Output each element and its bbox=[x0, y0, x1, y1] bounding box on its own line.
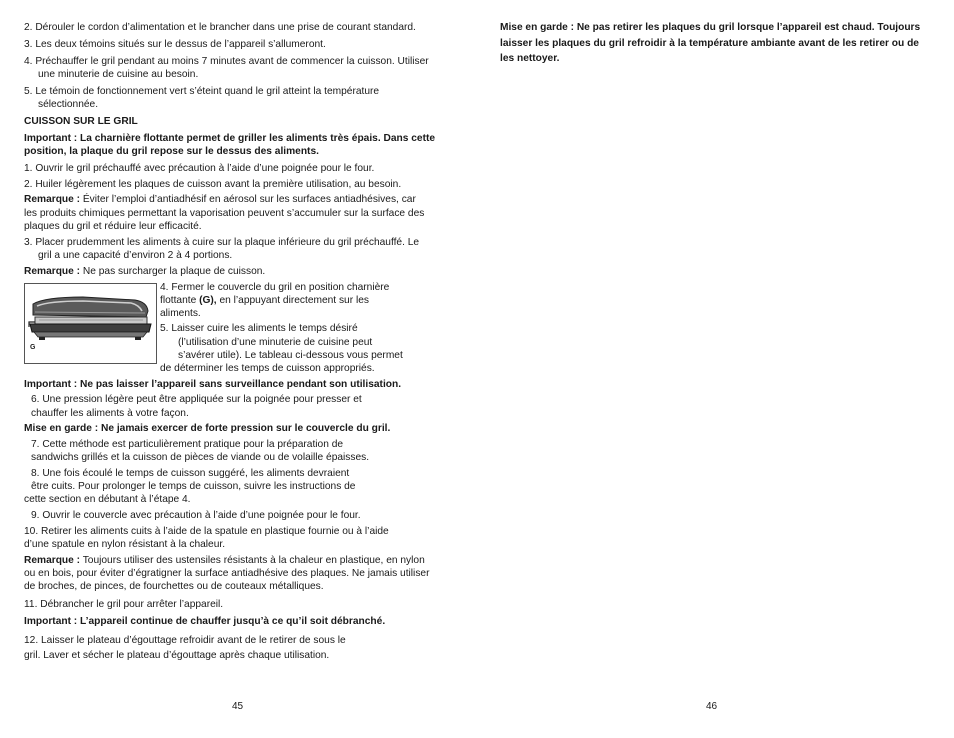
grill-floating-hinge-illustration bbox=[24, 283, 157, 364]
grill-step-10-cont: d’une spatule en nylon résistant à la chaleur. bbox=[24, 539, 226, 550]
remark-aerosol-cont2: plaques du gril et réduire leur efficacité. bbox=[24, 221, 202, 232]
grill-step-6-cont: chauffer les aliments à votre façon. bbox=[31, 408, 189, 419]
grill-step-5: 5. Laisser cuire les aliments le temps désiré bbox=[160, 323, 358, 334]
warning-pressure: Mise en garde : Ne jamais exercer de forte pression sur le couvercle du gril. bbox=[24, 423, 391, 434]
step-4-preheat: 4. Préchauffer le gril pendant au moins 7 minutes avant de commencer la cuisson. Utiliser bbox=[24, 56, 429, 67]
grill-step-6: 6. Une pression légère peut être appliquée sur la poignée pour presser et bbox=[31, 394, 362, 405]
warning-remove-plates-cont: laisser les plaques du gril refroidir à la température ambiante avant de les retirer ou de bbox=[500, 38, 919, 49]
important-unplug: Important : L’appareil continue de chauffer jusqu’à ce qu’il soit débranché. bbox=[24, 616, 386, 627]
grill-step-8-cont: être cuits. Pour prolonger le temps de cuisson, suivre les instructions de bbox=[31, 481, 356, 492]
page-number: 46 bbox=[706, 701, 718, 712]
step-4-preheat-cont: une minuterie de cuisine au besoin. bbox=[38, 69, 199, 80]
grill-step-4-cont bbox=[160, 294, 369, 307]
text: en l’appuyant directement sur les bbox=[216, 295, 369, 306]
grill-step-12: 12. Laisser le plateau d’égouttage refroidir avant de le retirer de sous le bbox=[24, 635, 346, 646]
section-heading: CUISSON SUR LE GRIL bbox=[24, 116, 138, 127]
grill-step-5-cont: (l’utilisation d’une minuterie de cuisine peut bbox=[178, 337, 373, 348]
grill-step-3-cont: gril a une capacité d’environ 2 à 4 portions. bbox=[38, 250, 233, 261]
important-hinge-cont: position, la plaque du gril repose sur le dessus des aliments. bbox=[24, 146, 319, 157]
grill-step-7-cont: sandwichs grillés et la cuisson de pièces de viande ou de volaille épaisses. bbox=[31, 452, 370, 463]
warning-remove-plates: Mise en garde : Ne pas retirer les plaques du gril lorsque l’appareil est chaud. Toujours bbox=[500, 22, 921, 33]
grill-step-12-cont: gril. Laver et sécher le plateau d’égouttage après chaque utilisation. bbox=[24, 650, 330, 661]
grill-step-3: 3. Placer prudemment les aliments à cuire sur la plaque inférieure du gril préchauffé. Le bbox=[24, 237, 420, 248]
grill-icon bbox=[25, 284, 156, 363]
remark-text: Ne pas surcharger la plaque de cuisson. bbox=[82, 266, 266, 277]
figure-ref: (G), bbox=[199, 295, 217, 306]
warning-remove-plates-cont2: les nettoyer. bbox=[500, 53, 560, 64]
grill-step-9: 9. Ouvrir le couvercle avec précaution à l’aide d’une poignée pour le four. bbox=[31, 510, 361, 521]
step-5-indicator-cont: sélectionnée. bbox=[38, 99, 99, 110]
step-5-indicator: 5. Le témoin de fonctionnement vert s’éteint quand le gril atteint la température bbox=[24, 86, 380, 97]
text: flottante bbox=[160, 295, 200, 306]
remark-utensils-cont: ou en bois, pour éviter d’égratigner la surface antiadhésive des plaques. Ne jamais utiliser bbox=[24, 568, 430, 579]
remark-label: Remarque : bbox=[24, 555, 81, 566]
grill-step-1: 1. Ouvrir le gril préchauffé avec précaution à l’aide d’une poignée pour le four. bbox=[24, 163, 375, 174]
remark-overload bbox=[24, 265, 265, 278]
step-2-unplug-cord: 2. Dérouler le cordon d’alimentation et le brancher dans une prise de courant standard. bbox=[24, 22, 416, 33]
remark-aerosol bbox=[24, 193, 416, 206]
grill-step-4-cont2: aliments. bbox=[160, 308, 201, 319]
remark-label: Remarque : bbox=[24, 266, 81, 277]
remark-text: Éviter l’emploi d’antiadhésif en aérosol sur les surfaces antiadhésives, car bbox=[82, 194, 416, 205]
step-3-indicators: 3. Les deux témoins situés sur le dessus de l’appareil s’allumeront. bbox=[24, 39, 326, 50]
remark-label: Remarque : bbox=[24, 194, 81, 205]
important-unattended: Important : Ne pas laisser l’appareil sans surveillance pendant son utilisation. bbox=[24, 379, 402, 390]
grill-step-5-cont2: s’avérer utile). Le tableau ci-dessous vous permet bbox=[178, 350, 403, 361]
page-number: 45 bbox=[232, 701, 244, 712]
remark-aerosol-cont: les produits chimiques permettant la vaporisation peuvent s’accumuler sur la surface des bbox=[24, 208, 425, 219]
important-hinge: Important : La charnière flottante permet de griller les aliments très épais. Dans cette bbox=[24, 133, 436, 144]
remark-utensils bbox=[24, 554, 425, 567]
grill-step-5-cont3: de déterminer les temps de cuisson appropriés. bbox=[160, 363, 375, 374]
grill-step-2: 2. Huiler légèrement les plaques de cuisson avant la première utilisation, au besoin. bbox=[24, 179, 402, 190]
remark-utensils-cont2: de broches, de pinces, de fourchettes ou de couteaux métalliques. bbox=[24, 581, 324, 592]
figure-label: G bbox=[30, 344, 36, 351]
grill-step-11: 11. Débrancher le gril pour arrêter l’appareil. bbox=[24, 599, 224, 610]
grill-step-7: 7. Cette méthode est particulièrement pratique pour la préparation de bbox=[31, 439, 344, 450]
grill-step-10: 10. Retirer les aliments cuits à l’aide de la spatule en plastique fournie ou à l’aide bbox=[24, 526, 389, 537]
grill-step-8: 8. Une fois écoulé le temps de cuisson suggéré, les aliments devraient bbox=[31, 468, 350, 479]
grill-step-4: 4. Fermer le couvercle du gril en position charnière bbox=[160, 282, 390, 293]
remark-text: Toujours utiliser des ustensiles résistants à la chaleur en plastique, en nylon bbox=[82, 555, 425, 566]
grill-step-8-cont2: cette section en débutant à l’étape 4. bbox=[24, 494, 191, 505]
